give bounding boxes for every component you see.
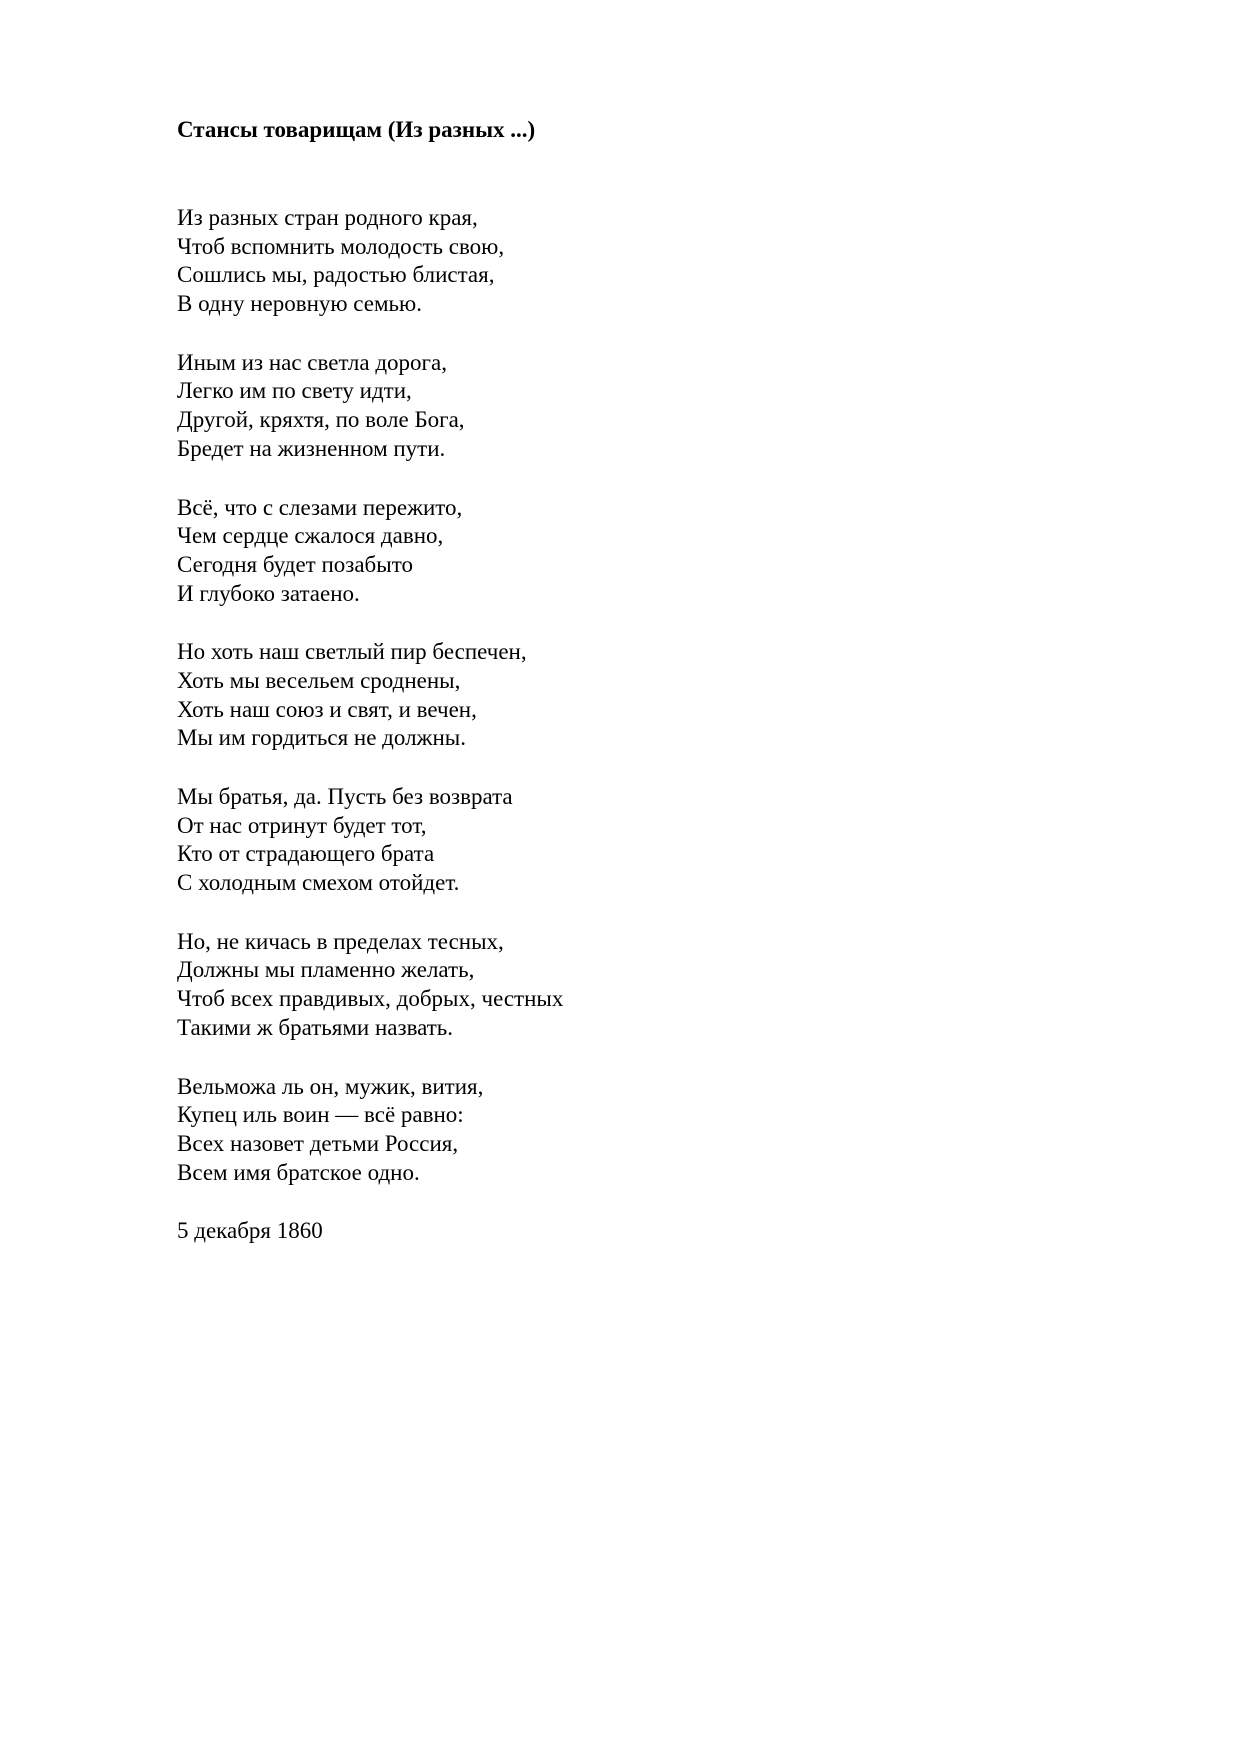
poem-line: Всем имя братское одно. xyxy=(177,1159,420,1185)
stanza-1 xyxy=(177,204,1077,319)
stanza-4 xyxy=(177,638,1077,753)
poem-line: Кто от страдающего брата xyxy=(177,841,435,867)
poem-line: Легко им по свету идти, xyxy=(177,378,412,404)
poem-line: И глубоко затаено. xyxy=(177,580,360,606)
poem-line: Бредет на жизненном пути. xyxy=(177,435,446,461)
poem-line: Сошлись мы, радостью блистая, xyxy=(177,262,495,288)
poem-line: Хоть наш союз и свят, и вечен, xyxy=(177,696,477,722)
poem-body xyxy=(177,204,1077,1246)
poem-line: Должны мы пламенно желать, xyxy=(177,957,475,983)
poem-line: Из разных стран родного края, xyxy=(177,205,478,230)
poem-line: Всё, что с слезами пережито, xyxy=(177,494,463,520)
poem-line: В одну неровную семью. xyxy=(177,291,422,317)
poem-line: Но, не кичась в пределах тесных, xyxy=(177,928,504,954)
stanza-7 xyxy=(177,1073,1077,1188)
stanza-2 xyxy=(177,349,1077,464)
poem-line: Вельможа ль он, мужик, вития, xyxy=(177,1073,484,1099)
poem-line: Чтоб вспомнить молодость свою, xyxy=(177,233,505,259)
poem-line: Всех назовет детьми Россия, xyxy=(177,1130,459,1156)
poem-line: Иным из нас светла дорога, xyxy=(177,349,447,375)
poem-line: Чтоб всех правдивых, добрых, честных xyxy=(177,986,564,1012)
poem-line: Другой, кряхтя, по воле Бога, xyxy=(177,407,465,433)
poem-line: От нас отринут будет тот, xyxy=(177,812,427,838)
poem-line: Такими ж братьями назвать. xyxy=(177,1014,454,1040)
poem-line: Купец иль воин — всё равно: xyxy=(177,1102,464,1128)
poem-line: Хоть мы весельем сроднены, xyxy=(177,667,461,693)
stanza-6 xyxy=(177,928,1077,1043)
poem-line: Мы им гордиться не должны. xyxy=(177,725,466,751)
stanza-5 xyxy=(177,783,1077,898)
document-page xyxy=(177,116,1077,1246)
poem-line: Сегодня будет позабыто xyxy=(177,551,413,577)
poem-date: 5 декабря 1860 xyxy=(177,1218,323,1244)
poem-line: Но хоть наш светлый пир беспечен, xyxy=(177,639,527,665)
poem-title: Стансы товарищам (Из разных ...) xyxy=(177,117,536,142)
poem-line: Мы братья, да. Пусть без возврата xyxy=(177,784,513,809)
poem-line: Чем сердце сжалося давно, xyxy=(177,523,444,549)
stanza-3 xyxy=(177,494,1077,609)
poem-line: С холодным смехом отойдет. xyxy=(177,870,460,896)
